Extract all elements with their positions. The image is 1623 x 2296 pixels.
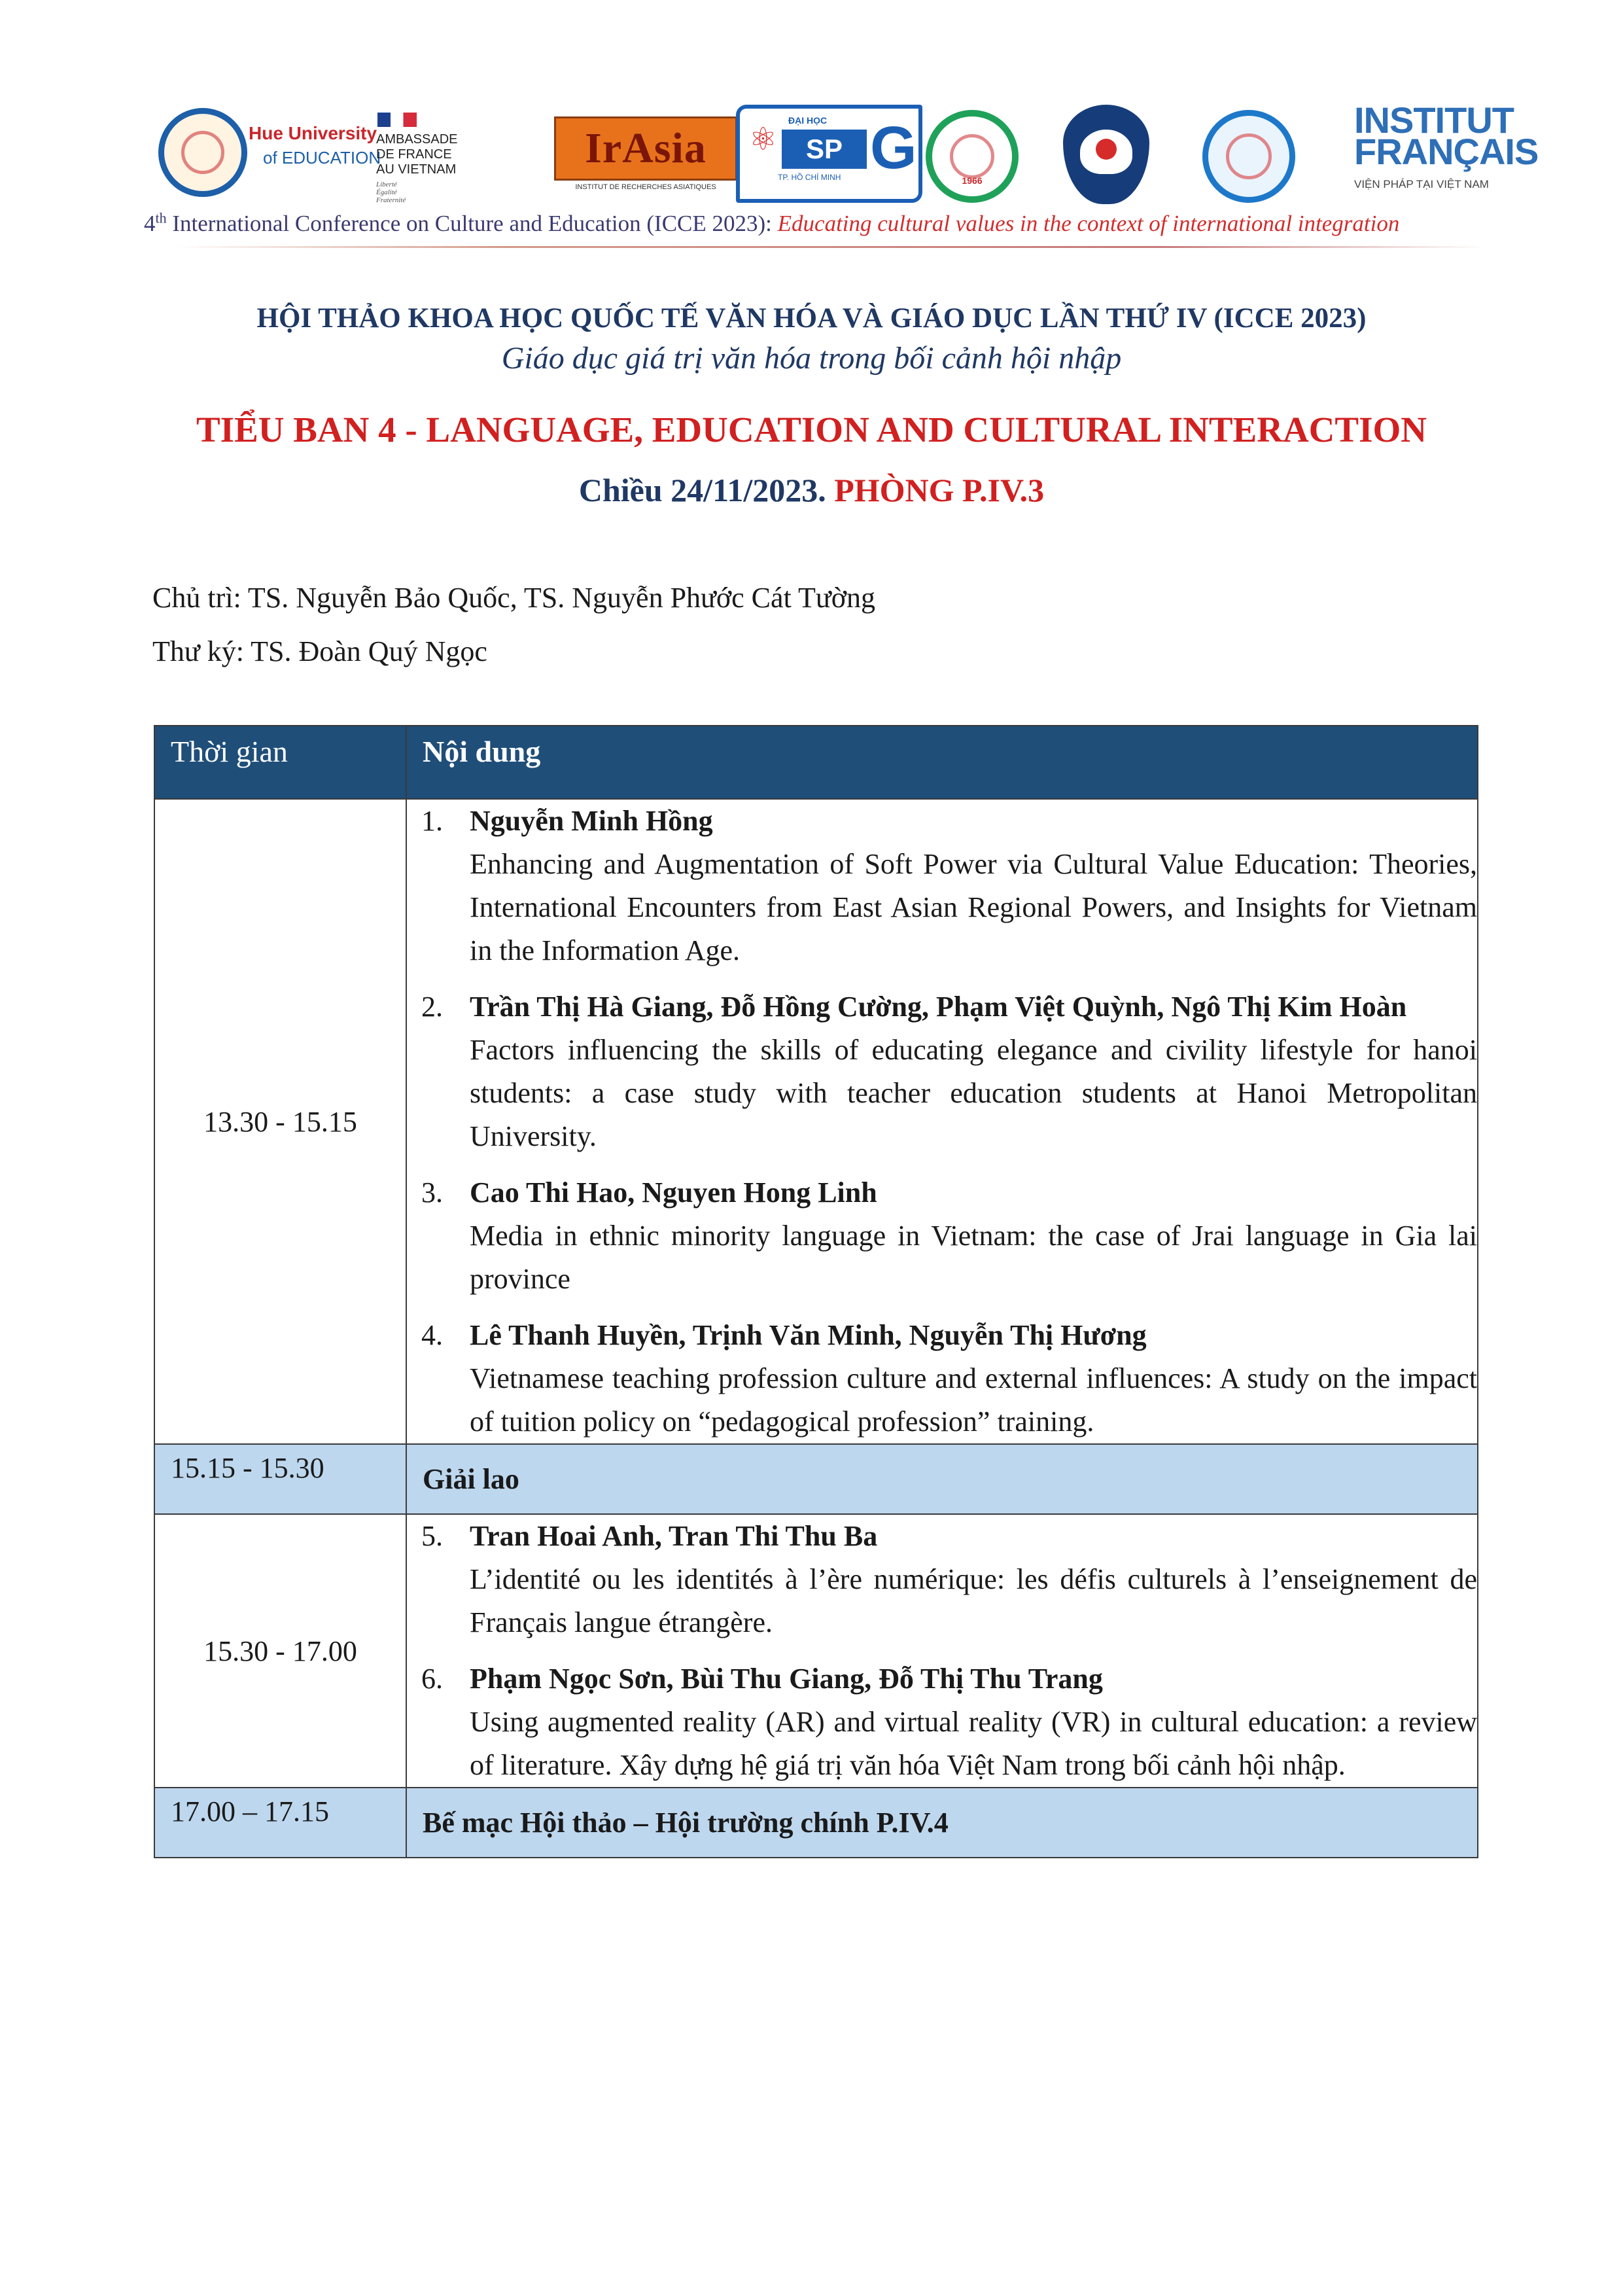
session2-time: 15.30 - 17.00 [154,1514,406,1788]
hnue-logo [1197,98,1302,209]
atom-icon: ⚛ [749,122,778,157]
green-seal-icon [926,110,1019,203]
tn-logo-year: 1966 [962,175,983,186]
closing-time: 17.00 – 17.15 [154,1788,406,1858]
institut-francais-logo [1354,98,1539,209]
break-row [154,1444,1478,1514]
header-content: Nội dung [406,726,1478,799]
hanoi-metropolitan-logo [1056,98,1161,209]
chairs-line: Chủ trì: TS. Nguyễn Bảo Quốc, TS. Nguyễn Phước Cát Tường [152,582,875,614]
institut-line2: FRANÇAIS [1354,131,1539,172]
talk-item [407,1515,1477,1644]
logo-strip [150,98,1539,209]
talk-authors: Phạm Ngọc Sơn, Bùi Thu Giang, Đỗ Thị Thu Trang [470,1663,1103,1695]
talk-title: Vietnamese teaching profession culture and external influences: A study on the impact of tuition policy on “pedagogical profession” training. [470,1362,1477,1438]
talk-item [407,1314,1477,1443]
talk-number: 2. [421,991,443,1023]
talk-number: 4. [421,1319,443,1351]
talk-title: Factors influencing the skills of educating elegance and civility lifestyle for hanoi students: a case study with teacher education students at Hanoi Metropolitan University. [470,1034,1477,1152]
talk-authors: Trần Thị Hà Giang, Đỗ Hồng Cường, Phạm Việt Quỳnh, Ngô Thị Kim Hoàn [470,991,1407,1023]
header-time: Thời gian [154,726,406,799]
session2-content [406,1514,1478,1788]
talk-authors: Cao Thi Hao, Nguyen Hong Linh [470,1176,877,1209]
sp-logo-top: ĐẠI HỌC [788,115,828,126]
hue-university-seal-icon [158,108,247,197]
banner-main: International Conference on Culture and Education (ICCE 2023): [166,211,772,236]
session-date [0,471,1623,509]
hue-logo-line1: Hue University [249,123,377,143]
talk-list [407,800,1477,1443]
secretary-line: Thư ký: TS. Đoàn Quý Ngọc [152,635,487,667]
sp-logo-mark-icon: G [870,115,917,181]
session1-time: 13.30 - 15.15 [154,799,406,1444]
talk-title: L’identité ou les identités à l’ère numérique: les défis culturels à l’enseignement de Français langue étrangère. [470,1563,1477,1638]
session-room: PHÒNG P.IV.3 [834,472,1045,508]
thai-nguyen-education-logo [922,98,1027,209]
institut-line1: INSTITUT [1354,99,1514,141]
vn-conference-subtitle: Giáo dục giá trị văn hóa trong bối cảnh hội nhập [501,341,1122,376]
institut-line3: VIỆN PHÁP TẠI VIỆT NAM [1354,178,1489,190]
talk-authors: Lê Thanh Huyền, Trịnh Văn Minh, Nguyễn Thị Hương [470,1319,1147,1351]
talk-number: 5. [421,1520,443,1552]
irasia-subtitle: INSTITUT DE RECHERCHES ASIATIQUES [575,183,716,191]
conference-banner [144,211,1518,237]
hue-logo-line2: of EDUCATION [263,148,381,168]
closing-label: Bế mạc Hội thảo – Hội trường chính P.IV.4 [406,1788,1478,1858]
irasia-logo [554,98,737,209]
talk-title: Media in ethnic minority language in Vietnam: the case of Jrai language in Gia lai province [470,1220,1477,1295]
session-row [154,799,1478,1444]
hue-university-logo [150,98,381,209]
session1-content [406,799,1478,1444]
sp-logo-name: SP [782,130,867,169]
session-title: TIỂU BAN 4 - LANGUAGE, EDUCATION AND CULTURAL INTERACTION [196,410,1427,450]
sp-logo-city: TP. HỒ CHÍ MINH [778,173,841,182]
banner-divider [177,246,1485,248]
blue-seal-icon [1202,110,1295,203]
talk-number: 1. [421,805,443,837]
french-flag-icon [377,113,417,127]
banner-ordinal-suffix: th [155,209,167,226]
table-header-row [154,726,1478,799]
talk-item [407,1171,1477,1301]
ambassade-france-logo [376,98,481,209]
talk-authors: Nguyễn Minh Hồng [470,805,713,837]
shield-dot-icon [1096,139,1117,160]
talk-list [407,1515,1477,1787]
schedule-table [154,725,1478,1858]
irasia-name: IrAsia [554,116,737,181]
break-label: Giải lao [406,1444,1478,1514]
session-row [154,1514,1478,1788]
talk-item [407,985,1477,1158]
banner-ordinal: 4 [144,211,156,236]
talk-authors: Tran Hoai Anh, Tran Thi Thu Ba [470,1520,878,1552]
break-time: 15.15 - 15.30 [154,1444,406,1514]
talk-item [407,1657,1477,1787]
talk-item [407,800,1477,972]
talk-number: 6. [421,1663,443,1695]
talk-title: Enhancing and Augmentation of Soft Power via Cultural Value Education: Theories, International Encounters from East Asian Regional Powers, and Insights for Vietnam in the Information Age. [470,848,1477,966]
dai-hoc-sp-logo [736,98,926,209]
session-date-text: Chiều 24/11/2023. [578,472,835,508]
banner-theme: Educating cultural values in the context of international integration [771,211,1400,236]
closing-row [154,1788,1478,1858]
talk-number: 3. [421,1176,443,1209]
vn-conference-title: HỘI THẢO KHOA HỌC QUỐC TẾ VĂN HÓA VÀ GIÁO DỤC LẦN THỨ IV (ICCE 2023) [256,303,1367,334]
talk-title: Using augmented reality (AR) and virtual reality (VR) in cultural education: a review of literature. Xây dựng hệ giá trị văn hóa Việt Nam trong bối cảnh hội nhập. [470,1706,1477,1781]
ambassade-text: AMBASSADE DE FRANCE AU VIETNAM [376,132,458,177]
ambassade-motto: Liberté Égalité Fraternité [376,181,406,204]
